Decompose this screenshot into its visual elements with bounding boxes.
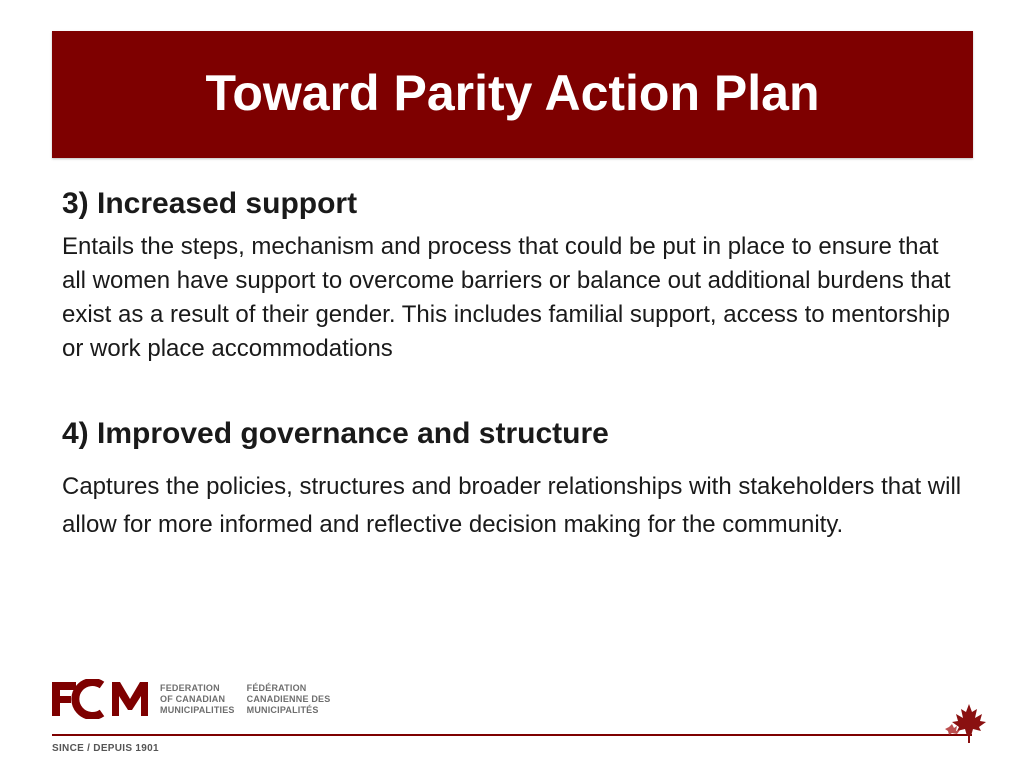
slide-body (62, 184, 962, 544)
footer-divider (52, 734, 972, 736)
slide-title: Toward Parity Action Plan (205, 64, 820, 121)
fcm-name-block (160, 683, 330, 716)
fcm-logo-mark (52, 679, 152, 719)
since-label: SINCE / DEPUIS 1901 (52, 743, 159, 754)
maple-leaf-icon (944, 702, 994, 746)
fcm-name-en-line2: OF CANADIAN (160, 693, 226, 704)
section-heading-governance: 4) Improved governance and structure (62, 417, 609, 450)
section-body-governance: Captures the policies, structures and broader relationships with stakeholders that will allow for more informed and reflective decision making for the community. (62, 473, 962, 538)
fcm-name-fr-line1: FÉDÉRATION (246, 682, 307, 693)
fcm-name-fr-line3: MUNICIPALITÉS (246, 704, 319, 715)
section-heading-increased-support: 3) Increased support (62, 187, 358, 220)
fcm-name-en (160, 683, 235, 716)
section-body-increased-support: Entails the steps, mechanism and process that could be put in place to ensure that all women have support to overcome barriers or balance out additional burdens that exist as a result of their gender. This includes familial support, access to mentorship or work place accommodations (62, 233, 951, 362)
fcm-name-en-line1: FEDERATION (160, 682, 220, 693)
title-banner (52, 31, 973, 158)
fcm-logo (52, 677, 330, 721)
fcm-name-fr (247, 683, 331, 716)
fcm-name-fr-line2: CANADIENNE DES (246, 693, 331, 704)
fcm-name-en-line3: MUNICIPALITIES (160, 704, 235, 715)
